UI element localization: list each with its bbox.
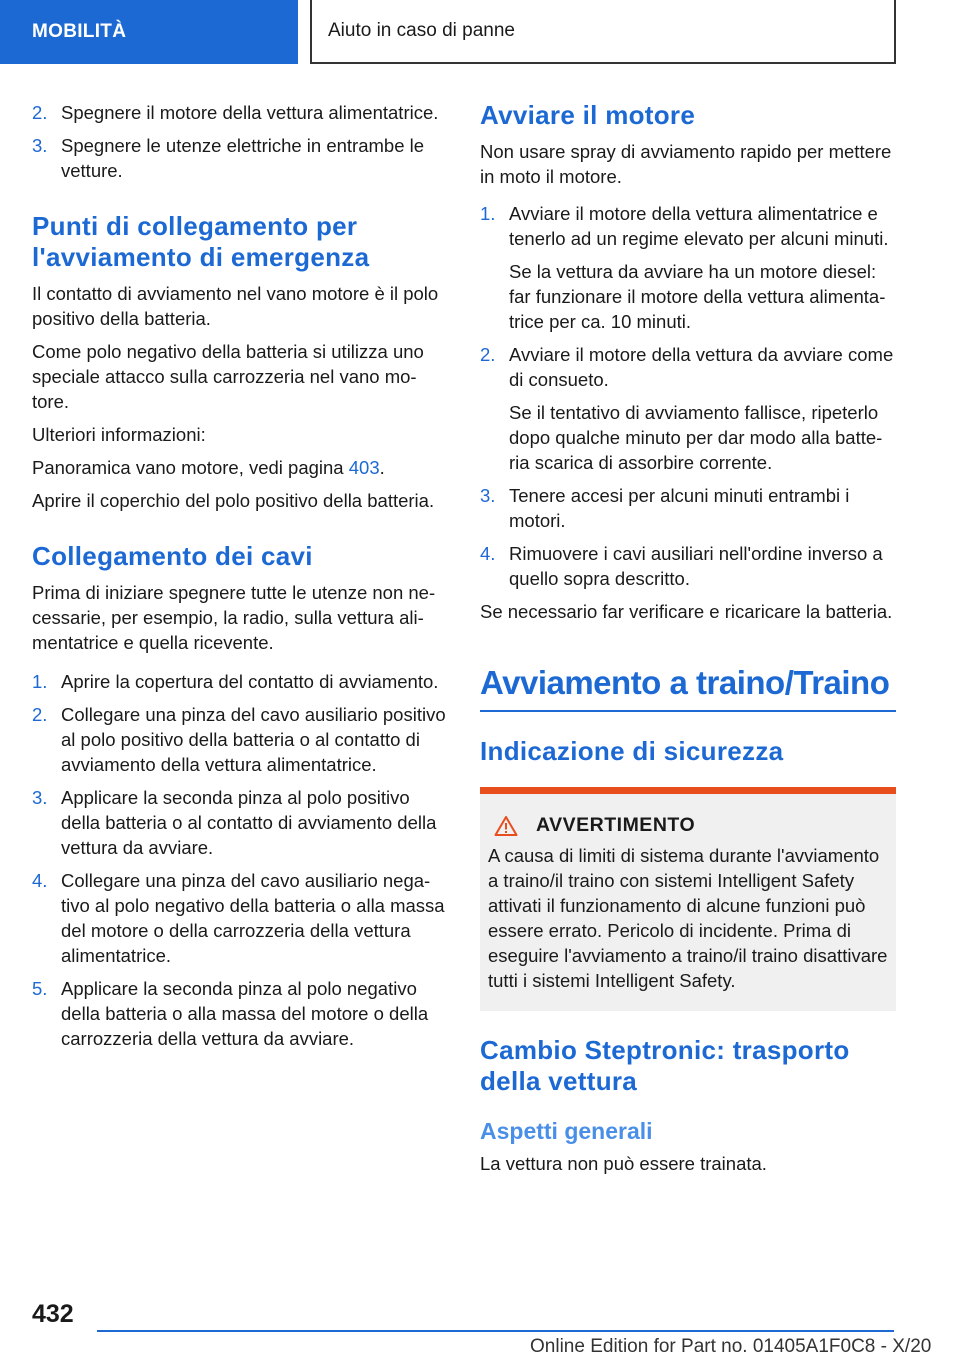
paragraph: Come polo negativo della batteria si utilizza uno speciale attacco sulla carrozzeria nel vano motore.: [32, 341, 424, 412]
list-item: [480, 541, 896, 591]
paragraph: Se necessario far verificare e ricaricare la batteria.: [480, 601, 893, 622]
text: .: [379, 457, 385, 478]
list-item: [32, 976, 447, 1051]
list-item: [32, 868, 447, 968]
paragraph: Prima di iniziare spegnere tutte le utenze non necessarie, per esempio, la radio, sulla vettura alimentatrice e quella ricevente.: [32, 582, 436, 653]
step-number: 4.: [32, 870, 48, 891]
page-number: 432: [32, 1300, 74, 1328]
right-column: [480, 100, 896, 1184]
paragraph: Non usare spray di avviamento rapido per mettere in moto il motore.: [480, 141, 892, 187]
heading-start-engine: Avviare il motore: [480, 100, 696, 130]
paragraph: La vettura non può essere trainata.: [480, 1153, 767, 1174]
footer-divider: [97, 1330, 894, 1332]
step-note: Se il tentativo di avviamento fallisce, ripeterlo dopo qualche minuto per dar modo alla batteria scarica di assorbire corrente.: [509, 402, 883, 473]
step-number: 1.: [480, 203, 496, 224]
step-text: Spegnere il motore della vettura alimentatrice.: [61, 102, 439, 123]
chapter-header: [310, 0, 896, 64]
heading-connection-points: Punti di collegamento per l'avviamento di emergenza: [32, 211, 370, 272]
steps-list-a: [32, 100, 447, 183]
step-text: Avviare il motore della vettura alimentatrice e tenerlo ad un regime elevato per alcuni minuti.: [509, 203, 889, 249]
paragraph: Aprire il coperchio del polo positivo della batteria.: [32, 490, 435, 511]
step-number: 5.: [32, 978, 48, 999]
heading-steptronic: Cambio Steptronic: trasporto della vettura: [480, 1035, 850, 1096]
step-number: 3.: [480, 485, 496, 506]
list-item: [480, 201, 896, 334]
step-text: Collegare una pinza del cavo ausiliario negativo al polo negativo della batteria o alla massa del motore o della carrozzeria della vettura alimentatrice.: [61, 870, 445, 966]
paragraph: [32, 455, 447, 480]
step-number: 2.: [32, 704, 48, 725]
section-title: MOBILITÀ: [32, 21, 127, 42]
left-column: [32, 100, 447, 1059]
step-text: Applicare la seconda pinza al polo positivo della batteria o al contatto di avviamento della vettura da avviare.: [61, 787, 437, 858]
page-link[interactable]: 403: [348, 457, 380, 478]
step-text: Avviare il motore della vettura da avviare come di consueto.: [509, 344, 894, 390]
step-number: 3.: [32, 787, 48, 808]
step-number: 3.: [32, 135, 48, 156]
step-text: Applicare la seconda pinza al polo negativo della batteria o alla massa del motore o della carrozzeria della vettura da avviare.: [61, 978, 429, 1049]
step-number: 4.: [480, 543, 496, 564]
step-text: Spegnere le utenze elettriche in entrambe le vetture.: [61, 135, 425, 181]
heading-cables: Collegamento dei cavi: [32, 541, 313, 571]
steps-list-b: [32, 669, 447, 1051]
heading-towing: Avviamento a traino/Traino: [480, 662, 896, 712]
text: Panoramica vano motore, vedi pagina: [32, 457, 349, 478]
warning-header: [488, 814, 888, 837]
warning-text: A causa di limiti di sistema durante l'avviamento a traino/il traino con sistemi Intelligent Safety attivati il funzionamento di alcune funzioni può essere errato. Pericolo di incidente. Prima di eseguire l'avviamento a traino/il traino disattivare tutti i sistemi Intelligent Safety.: [488, 845, 888, 991]
step-number: 2.: [32, 102, 48, 123]
step-text: Tenere accesi per alcuni minuti entrambi i motori.: [509, 485, 850, 531]
edition-text: Online Edition for Part no. 01405A1F0C8 - X/20: [530, 1336, 932, 1357]
list-item: [32, 702, 447, 777]
step-text: Aprire la copertura del contatto di avviamento.: [61, 671, 439, 692]
chapter-title: Aiuto in caso di panne: [328, 20, 515, 41]
heading-general: Aspetti generali: [480, 1118, 653, 1144]
list-item: [32, 133, 447, 183]
section-tab: [0, 0, 298, 64]
step-note: Se la vettura da avviare ha un motore diesel: far funzionare il motore della vettura alimentatrice per ca. 10 minuti.: [509, 261, 886, 332]
list-item: [480, 483, 896, 533]
list-item: [480, 342, 896, 475]
step-text: Rimuovere i cavi ausiliari nell'ordine inverso a quello sopra descritto.: [509, 543, 883, 589]
list-item: [32, 669, 447, 694]
warning-triangle-icon: [494, 815, 518, 837]
warning-box: [480, 787, 896, 1011]
steps-list-c: [480, 201, 896, 591]
list-item: [32, 100, 447, 125]
list-item: [32, 785, 447, 860]
paragraph: Ulteriori informazioni:: [32, 424, 206, 445]
paragraph: Il contatto di avviamento nel vano motore è il polo positivo della batteria.: [32, 283, 439, 329]
step-number: 1.: [32, 671, 48, 692]
step-text: Collegare una pinza del cavo ausiliario positivo al polo positivo della batteria o al contatto di avviamento della vettura alimentatrice.: [61, 704, 446, 775]
step-number: 2.: [480, 344, 496, 365]
heading-safety: Indicazione di sicurezza: [480, 736, 784, 766]
warning-title: AVVERTIMENTO: [536, 814, 696, 836]
